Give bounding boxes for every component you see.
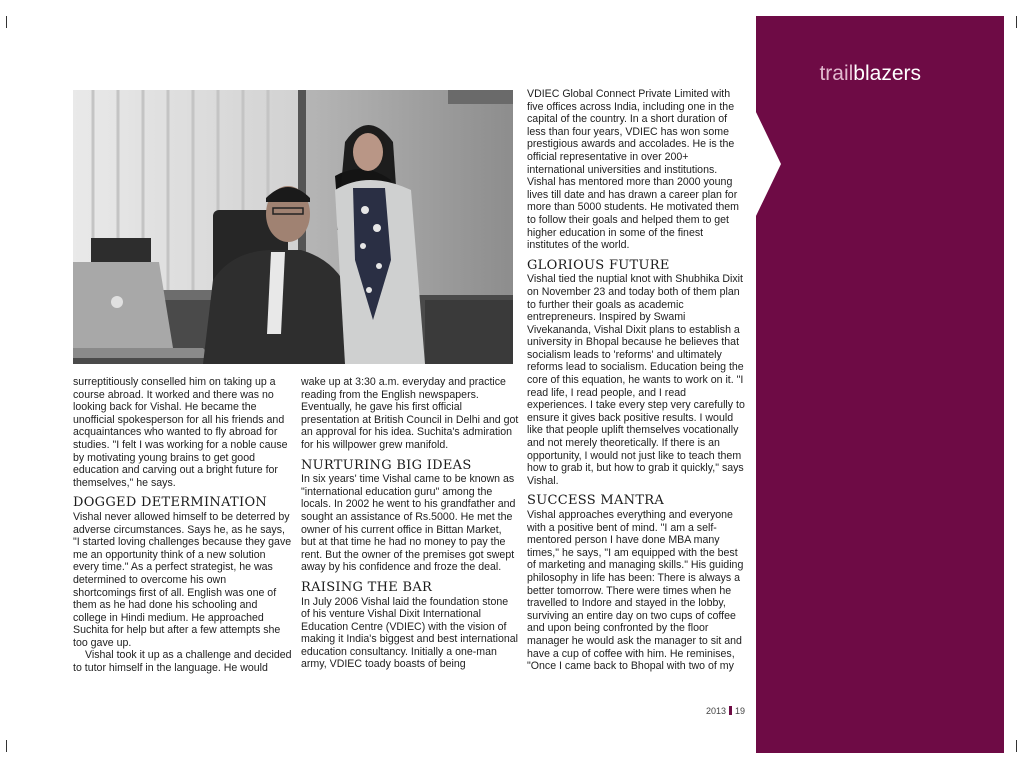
paragraph: Vishal approaches everything and everyone with a positive bent of mind. "I am a self-mentored person I have done MBA many times," he says, "I am equipped with the best of marketing and managing skills." His guiding philosophy in life has been: There is always a better tomorrow. There were times when he travelled to Indore and stayed in the lobby, surviving an entire day on two cups of coffee and upon being confronted by the floor manager he would ask the manager to sit and have a cup of coffee with him. He reminises, "Once I came back to Bhopal with two of my [527,509,744,673]
paragraph: surreptitiously conselled him on taking up a course abroad. It worked and there was no looking back for Vishal. He became the unofficial spokesperson for all his friends and acquaintances who wanted to fly abroad for studies. "I felt I was working for a noble cause by motivating young brains to get good education and carving out a bright future for themselves," he says. [73,376,288,489]
paragraph: In six years' time Vishal came to be known as "international education guru" among the locals. In 2002 he went to his grandfather and sought an assistance of Rs.5000. He met the owner of his current office in Bittan Market, but at that time he had no money to pay the rent. But the owner of the premises got swept away by his confidence and froze the deal. [301,473,516,574]
paragraph: Vishal never allowed himself to be deterred by adverse circumstances. Says he, as he says, "I started loving challenges because they gave me an opportunity think of a new solution every time." As a perfect strategist, he was determined to overcome his own shortcomings first of all. English was one of them as he had done his schooling and college in Hindi medium. He approached Suchita for help but after a few attempts she too gave up. [73,510,292,649]
section-title-bold: blazers [853,62,921,85]
crop-mark [1016,740,1017,752]
crop-mark [1016,16,1017,28]
article-column-3 [527,88,745,673]
paragraph: Vishal tied the nuptial knot with Shubhika Dixit on November 23 and today both of them plan to further their goals as academic entrepreneurs. Inspired by Swami Vivekananda, Vishal Dixit plans to establish a university in Bhopal because he believes that socialism leads to 'reforms' and ultimately reforms lead to socialism. Education being the core of this equation, he wants to work on it. "I read life, I read people, and I read experiences. I take every step very carefully to ensure it gives back positive results. I would like that people uplift themselves vocationally and not merely theoretically. If there is an opportunity, I would not just like to teach them how to grab it, but how to grab it quickly," says Vishal. [527,273,745,487]
section-heading: DOGGED DETERMINATION [73,495,268,511]
page-number [706,706,745,716]
paragraph: wake up at 3:30 a.m. everyday and practice reading from the English newspapers. Eventually, he gave his first official presentation at British Council in Delhi and got an approval for his idea. Suchita's admiration for his willpower grew manifold. [301,376,519,451]
section-title [819,62,921,86]
paragraph: VDIEC Global Connect Private Limited with five offices across India, including one in the capital of the country. In a short duration of less than four years, VDIEC has won some prestigious awards and accolades. He is the official representative in over 200+ international universities and institutions. Vishal has mentored more than 2000 young lives till date and has drawn a career plan for more than 5000 students. He motivated them to follow their goals and helped them to get higher education in some of the finest institutes of the world. [527,88,739,252]
section-sidebar [756,16,1004,753]
page-num: 19 [735,706,746,716]
crop-mark [6,16,7,28]
paragraph: In July 2006 Vishal laid the foundation stone of his venture Vishal Dixit International Education Centre (VDIEC) with the vision of making it India's biggest and best international education consultancy. Initially a one-man army, VDIEC toady boasts of being [301,595,518,671]
section-heading: NURTURING BIG IDEAS [301,457,472,473]
section-heading: SUCCESS MANTRA [527,493,665,509]
section-heading: GLORIOUS FUTURE [527,257,670,273]
sidebar-notch [755,110,781,218]
portrait-photo [73,90,513,364]
section-title-light: trail [819,62,854,85]
section-heading: RAISING THE BAR [301,579,433,595]
crop-mark [6,740,7,752]
article-column-2 [301,376,519,671]
page-year: 2013 [706,706,727,716]
article-column-1 [73,376,292,675]
photo-illustration [73,90,513,364]
paragraph: Vishal took it up as a challenge and decided to tutor himself in the language. He would [73,649,292,675]
page-number-divider [729,706,732,715]
